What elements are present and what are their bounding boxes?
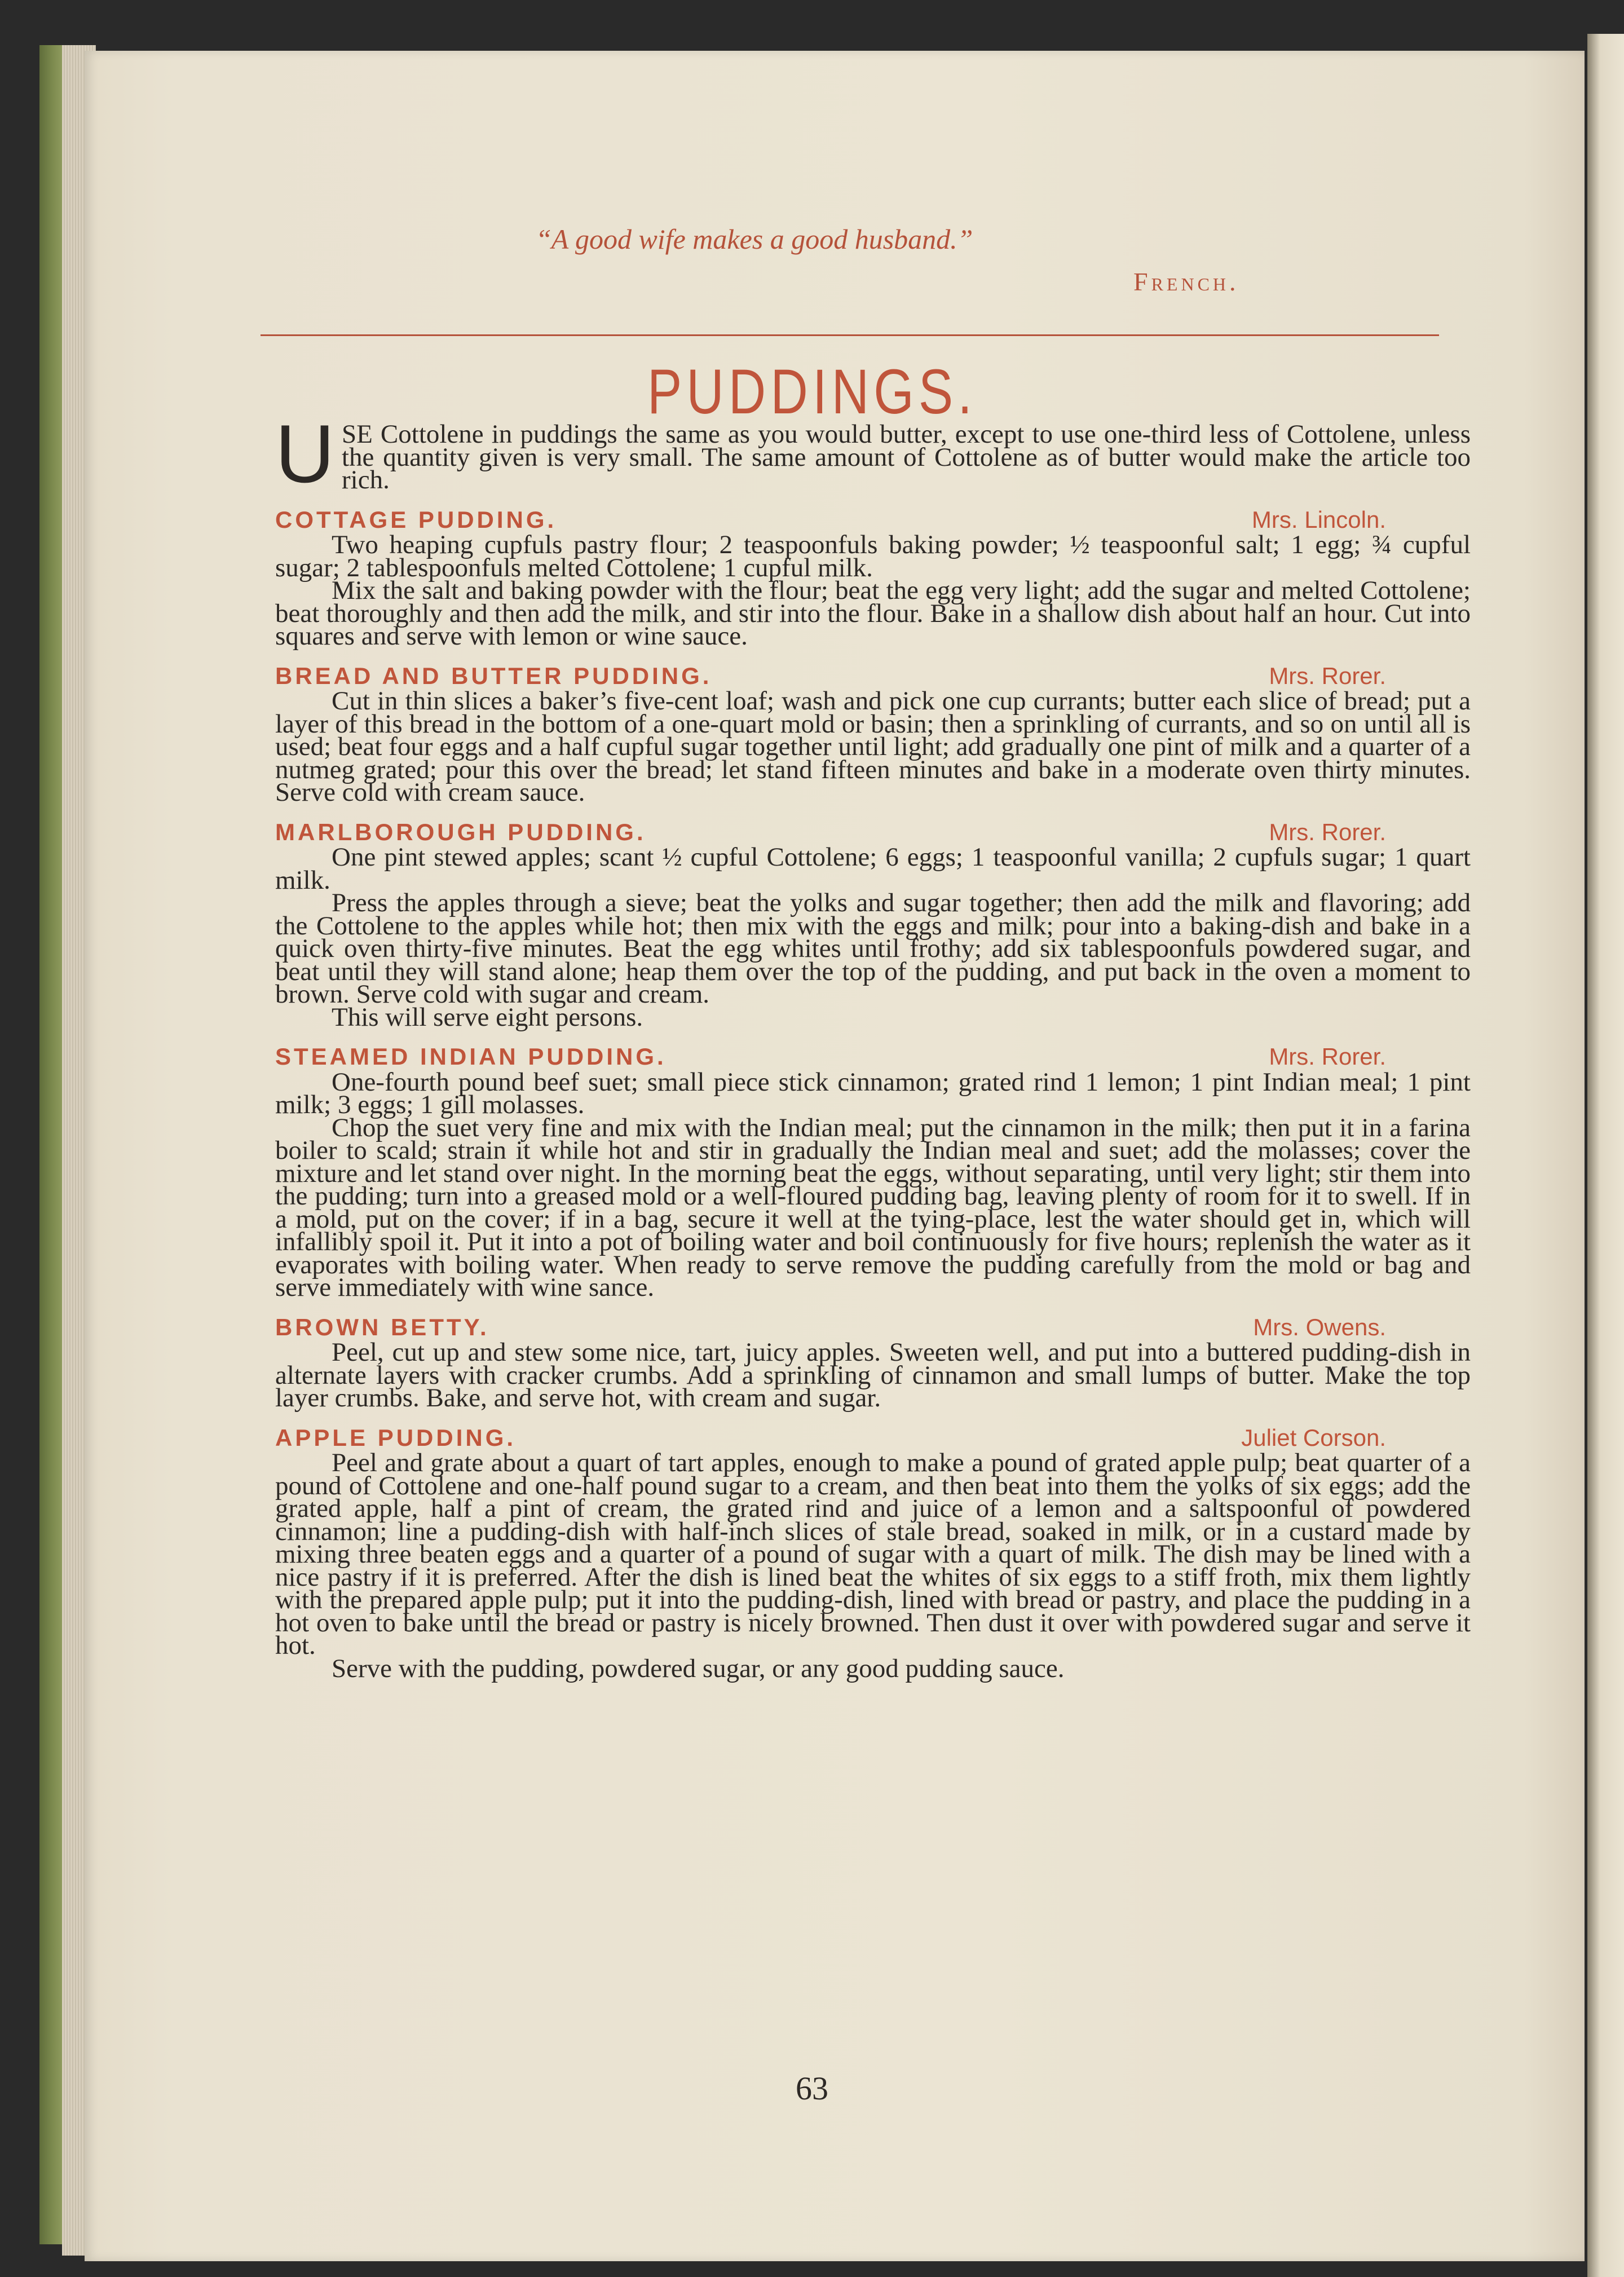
- recipe-paragraph: This will serve eight persons.: [332, 1002, 643, 1032]
- recipe-title: COTTAGE PUDDING.: [275, 506, 557, 533]
- recipe-paragraph: One-fourth pound beef suet; small piece stick cinnamon; grated rind 1 lemon; 1 pint Indian meal; 1 pint milk; 3 eggs; 1 gill molasses.: [275, 1067, 1471, 1119]
- recipe-title: BREAD AND BUTTER PUDDING.: [275, 662, 712, 689]
- recipe-title: APPLE PUDDING.: [275, 1424, 517, 1451]
- facing-page-edge: [1587, 34, 1624, 2277]
- recipe-paragraph: Chop the suet very fine and mix with the Indian meal; put the cinnamon in the milk; then put it in a farina boiler to scald; strain it while hot and stir in gradually the Indian meal and suet; add the molasses; cover the mixture and let stand over night. In the morning beat the eggs, without separating, until very light; stir them into the pudding; turn into a greased mold or a well-floured pudding bag, leaving plenty of room for it to swell. If in a mold, put on the cover; if in a bag, secure it well at the tying-place, lest the water should get in, which will infallibly spoil it. Put it into a pot of boiling water and boil continuously for five hours; replenish the water as it evaporates with boiling water. When ready to serve remove the pudding carefully from the mold or bag and serve immediately with wine sance.: [275, 1113, 1471, 1302]
- recipe-paragraph: Cut in thin slices a baker’s five-cent loaf; wash and pick one cup currants; butter each slice of bread; put a layer of this bread in the bottom of a one-quart mold or basin; then a sprinkling of currants, and so on until all is used; beat four eggs and a half cupful sugar together until light; add gradually one pint of milk and a quarter of a nutmeg grated; pour this over the bread; let stand fifteen minutes and bake in a moderate oven thirty minutes. Serve cold with cream sauce.: [275, 686, 1471, 807]
- recipe-heading: [275, 1424, 1471, 1451]
- recipe-heading: [275, 818, 1471, 845]
- recipe-paragraph: Peel, cut up and stew some nice, tart, juicy apples. Sweeten well, and put into a buttered pudding-dish in alternate layers with cracker crumbs. Add a sprinkling of cinnamon and small lumps of butter. Make the top layer crumbs. Bake, and serve hot, with cream and sugar.: [275, 1338, 1471, 1413]
- recipe-section: [275, 1424, 1471, 1683]
- recipe-section: [275, 506, 1471, 651]
- recipe-heading: [275, 1045, 1471, 1069]
- recipe-title: BROWN BETTY.: [275, 1313, 489, 1340]
- page-number: 63: [796, 2070, 828, 2107]
- recipe-section: [275, 662, 1471, 807]
- epigraph-quote: “A good wife makes a good husband.”: [536, 223, 973, 255]
- recipe-section: [275, 1043, 1471, 1302]
- recipe-author: Mrs. Rorer.: [1269, 662, 1386, 689]
- page-title: PUDDINGS.: [647, 356, 977, 427]
- recipe-heading: [275, 506, 1471, 533]
- recipe-heading: [275, 1313, 1471, 1340]
- recipe-author: Mrs. Owens.: [1253, 1313, 1386, 1340]
- recipe-paragraph: Peel and grate about a quart of tart apples, enough to make a pound of grated apple pulp; beat quarter of a pound of Cottolene and one-half pound sugar to a cream, and then beat into them the yolks of six eggs; add the grated apple, half a pint of cream, the grated rind and juice of a lemon and a saltspoonful of powdered cinnamon; line a pudding-dish with half-inch slices of stale bread, soaked in milk, or in a custard made by mixing three beaten eggs and a quarter of a pound of sugar with a quart of milk. The dish may be lined with a nice pastry if it is preferred. After the dish is lined beat the whites of six eggs to a stiff froth, mix them lightly with the prepared apple pulp; put it into the pudding-dish, lined with bread or pastry, and place the pudding in a hot oven to bake until the bread or pastry is nicely browned. Then dust it over with powdered sugar and serve it hot.: [275, 1448, 1471, 1660]
- recipe-author: Mrs. Lincoln.: [1251, 506, 1386, 533]
- intro-text: SE Cottolene in puddings the same as you would butter, except to use one-third less of Cottolene, unless the quantity given is very small. The same amount of Cottolene as of butter would make the article too rich.: [342, 420, 1471, 495]
- recipe-body: [275, 408, 1471, 1683]
- recipe-section: [275, 818, 1471, 1032]
- epigraph: [536, 223, 1269, 296]
- recipe-section: [275, 1313, 1471, 1413]
- recipe-paragraph: Two heaping cupfuls pastry flour; 2 teaspoonfuls baking powder; ½ teaspoonful salt; 1 egg; ¾ cupful sugar; 2 tablespoonfuls melted Cottolene; 1 cupful milk.: [275, 530, 1471, 583]
- recipe-paragraph: Serve with the pudding, powdered sugar, or any good pudding sauce.: [332, 1653, 1065, 1683]
- epigraph-source: French.: [1133, 267, 1239, 296]
- recipe-heading: [275, 662, 1471, 689]
- recipe-title: MARLBOROUGH PUDDING.: [275, 818, 646, 845]
- recipe-list: [275, 506, 1471, 1683]
- recipe-author: Mrs. Rorer.: [1269, 818, 1386, 845]
- drop-cap: U: [275, 408, 335, 500]
- recipe-author: Mrs. Rorer.: [1269, 1043, 1386, 1070]
- recipe-paragraph: Press the apples through a sieve; beat the yolks and sugar together; then add the milk and flavoring; add the Cottolene to the apples while hot; then mix with the eggs and milk; pour into a baking-dish and bake in a quick oven thirty-five minutes. Beat the egg whites until frothy; add six tablespoonfuls powdered sugar, and beat until they will stand alone; heap them over the top of the pudding, and put back in the oven a moment to brown. Serve cold with sugar and cream.: [275, 888, 1471, 1009]
- divider-rule: [261, 334, 1439, 336]
- book-cover-spine: [39, 45, 62, 2244]
- recipe-paragraph: One pint stewed apples; scant ½ cupful Cottolene; 6 eggs; 1 teaspoonful vanilla; 2 cupfuls sugar; 1 quart milk.: [275, 842, 1471, 895]
- recipe-title: STEAMED INDIAN PUDDING.: [275, 1043, 667, 1070]
- recipe-author: Juliet Corson.: [1241, 1424, 1386, 1451]
- intro-paragraph: [275, 408, 1471, 500]
- recipe-paragraph: Mix the salt and baking powder with the flour; beat the egg very light; add the sugar and melted Cottolene; beat thoroughly and then add the milk, and stir into the flour. Bake in a shallow dish about half an hour. Cut into squares and serve with lemon or wine sauce.: [275, 576, 1471, 651]
